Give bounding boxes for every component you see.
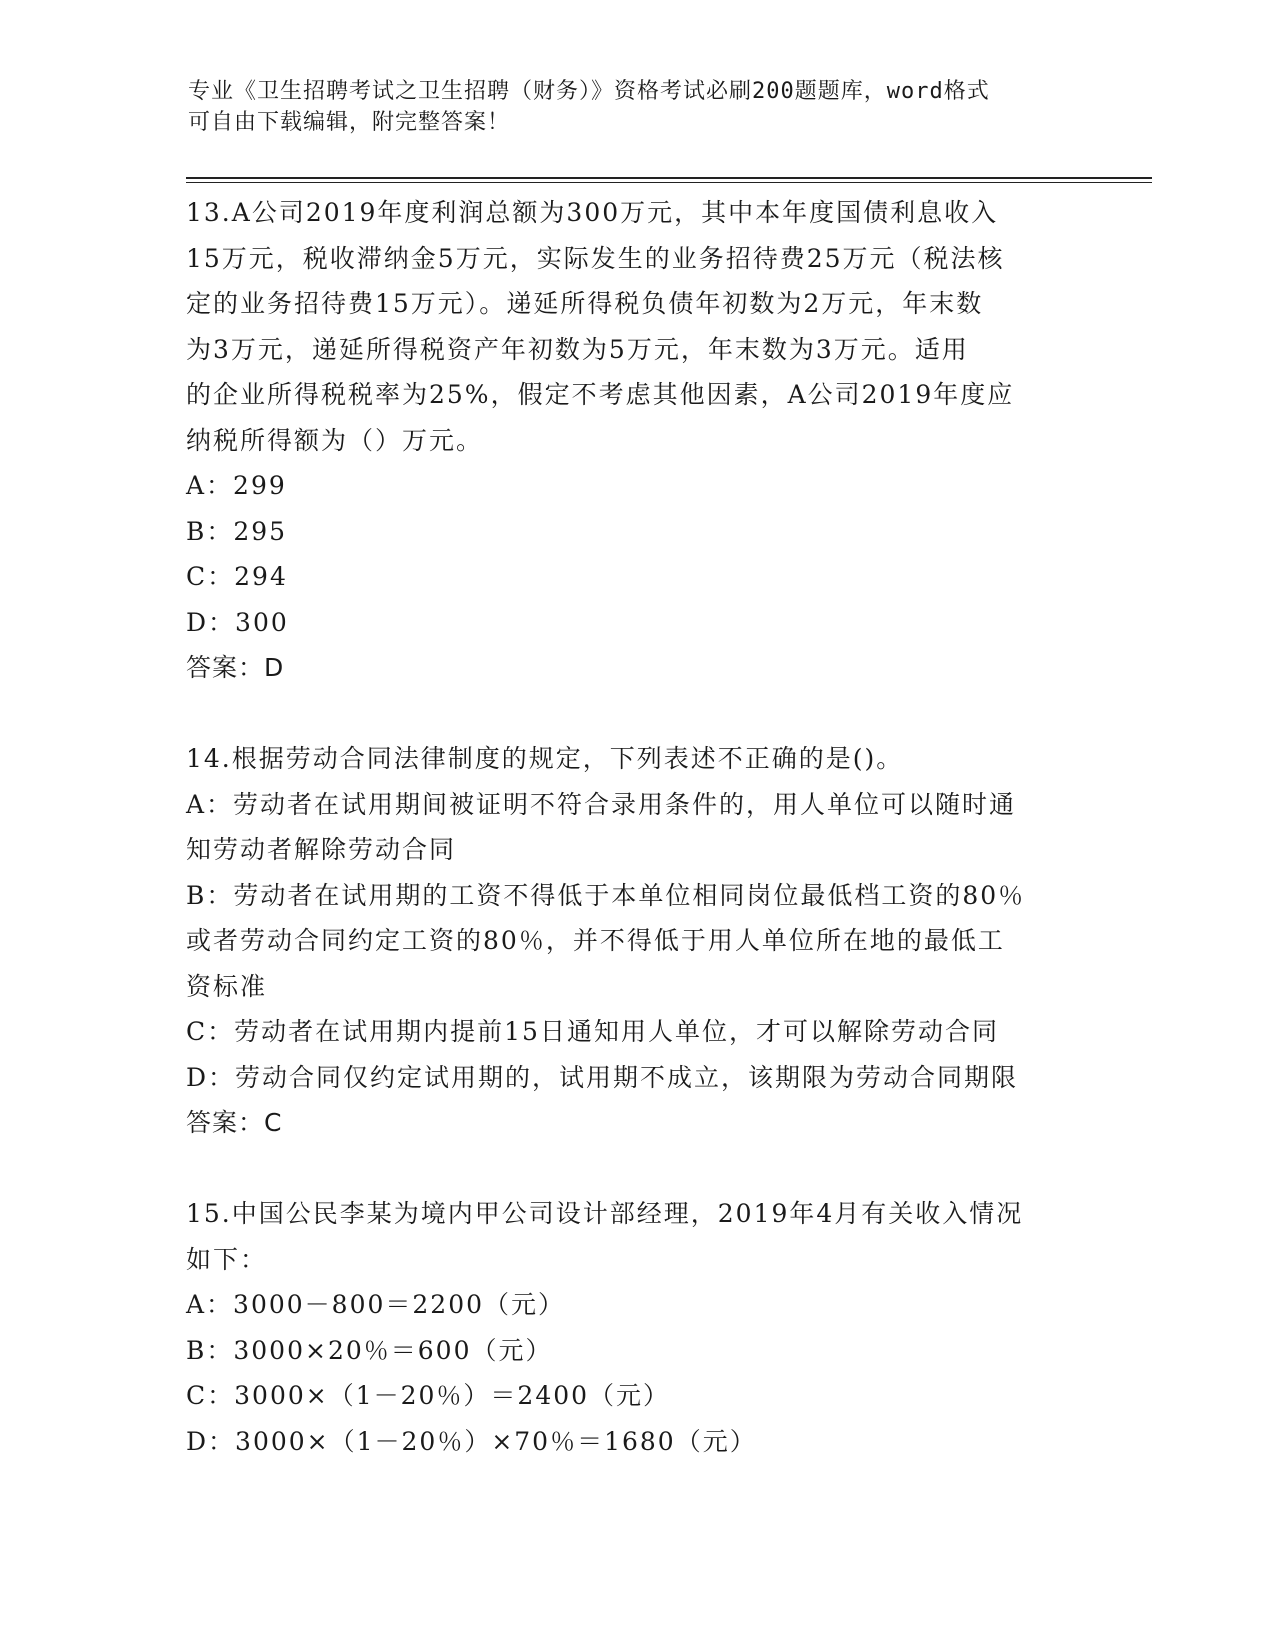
question-stem-line: 15.中国公民李某为境内甲公司设计部经理，2019年4月有关收入情况	[186, 1199, 1024, 1228]
question-list	[186, 190, 1086, 1464]
question-13	[186, 190, 1086, 691]
answer: 答案：D	[186, 653, 285, 682]
question-stem-line: 14.根据劳动合同法律制度的规定，下列表述不正确的是()。	[186, 744, 904, 773]
option-d: D：3000×（1－20％）×70％＝1680（元）	[186, 1426, 757, 1456]
header-rule-thin	[186, 182, 1152, 183]
option-b: B：3000×20％＝600（元）	[186, 1335, 553, 1365]
option-a: A：劳动者在试用期间被证明不符合录用条件的，用人单位可以随时通	[186, 789, 1017, 819]
question-15	[186, 1191, 1086, 1464]
option-d: D：劳动合同仅约定试用期的，试用期不成立，该期限为劳动合同期限	[186, 1062, 1019, 1092]
question-stem-line: 13.A公司2019年度利润总额为300万元，其中本年度国债利息收入	[186, 198, 999, 227]
option-a: A：299	[186, 471, 287, 500]
option-b-continued: 资标准	[186, 971, 268, 1001]
question-stem-line: 的企业所得税税率为25%，假定不考虑其他因素，A公司2019年度应	[186, 380, 1015, 409]
question-14	[186, 736, 1086, 1146]
option-b: B：295	[186, 516, 288, 546]
question-stem-line: 定的业务招待费15万元）。递延所得税负债年初数为2万元，年末数	[186, 289, 984, 318]
option-b-continued: 或者劳动合同约定工资的80％，并不得低于用人单位所在地的最低工	[186, 926, 1005, 955]
document-header	[188, 76, 1068, 138]
option-b: B：劳动者在试用期的工资不得低于本单位相同岗位最低档工资的80％	[186, 880, 1026, 910]
spacer	[186, 1146, 1086, 1192]
option-c: C：劳动者在试用期内提前15日通知用人单位，才可以解除劳动合同	[186, 1017, 999, 1046]
option-a: A：3000－800＝2200（元）	[186, 1290, 566, 1319]
question-stem-line: 纳税所得额为（）万元。	[186, 425, 484, 455]
spacer	[186, 691, 1086, 737]
option-d: D：300	[186, 607, 289, 637]
option-a-continued: 知劳动者解除劳动合同	[186, 835, 457, 864]
question-stem-line: 如下：	[186, 1244, 268, 1274]
option-c: C：294	[186, 562, 288, 591]
header-line-2: 可自由下载编辑，附完整答案！	[188, 110, 511, 135]
question-stem-line: 为3万元，递延所得税资产年初数为5万元，年末数为3万元。适用	[186, 334, 969, 364]
answer: 答案：C	[186, 1108, 283, 1137]
header-line-1: 专业《卫生招聘考试之卫生招聘（财务）》资格考试必刷200题题库，word格式	[188, 79, 990, 104]
header-rule-thick	[186, 177, 1152, 179]
question-stem-line: 15万元，税收滞纳金5万元，实际发生的业务招待费25万元（税法核	[186, 243, 1005, 273]
option-c: C：3000×（1－20％）＝2400（元）	[186, 1381, 671, 1410]
